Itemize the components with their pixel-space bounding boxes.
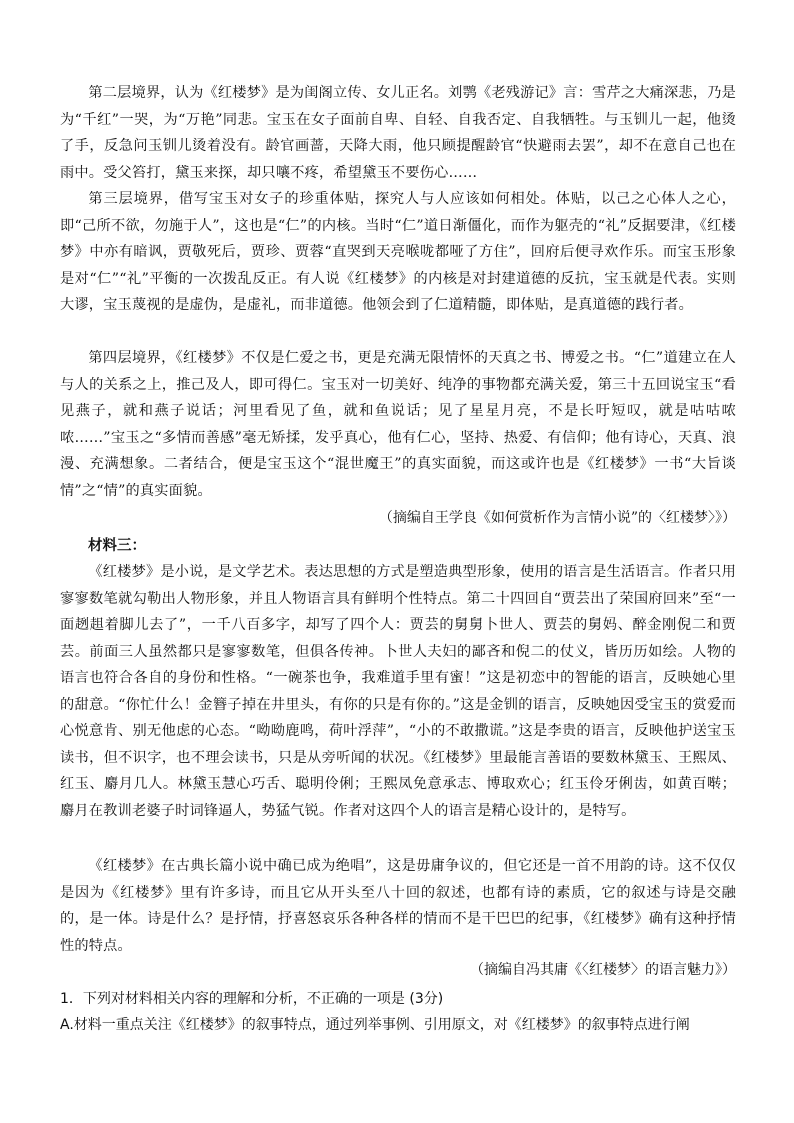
paragraph-material-three-1: 《红楼梦》是小说，是文学艺术。表达思想的方式是塑造典型形象，使用的语言是生活语言。作者只用寥寥数笔就勾勒出人物形象，并且人物语言具有鲜明个性特点。第二十四回自“贾芸出了荣国府回来”至“一面趔趄着脚儿去了”，一千八百多字，却写了四个人：贾芸的舅舅卜世人、贾芸的舅妈、醉金刚倪二和贾芸。前面三人虽然都只是寥寥数笔，但俱各传神。卜世人夫妇的鄙吝和倪二的仗义，皆历历如绘。人物的语言也符合各自的身份和性格。“一碗茶也争，我难道手里有蜜！”这是初恋中的智能的语言，反映她心里的甜意。“你忙什么！金簪子掉在井里头，有你的只是有你的。”这是金钏的语言，反映她因受宝玉的赏爱而心悦意肯、别无他虑的心态。“呦呦鹿鸣，荷叶浮萍”，“小的不敢撒谎。”这是李贵的语言，反映他护送宝玉读书，但不识字，也不理会读书，只是从旁听闻的状况。《红楼梦》里最能言善语的要数林黛玉、王熙凤、红玉、麝月几人。林黛玉慧心巧舌、聪明伶俐；王熙凤免意承志、博取欢心；红玉伶牙俐齿，如黄百啭；麝月在教训老婆子时词锋逼人，势猛气锐。作者对这四个人的语言是精心设计的，是特写。 (60, 564, 736, 819)
paragraph-second-realm: 第二层境界，认为《红楼梦》是为闺阁立传、女儿正名。刘鹗《老残游记》言：雪芹之大痛深悲，乃是为“千红”一哭，为“万艳”同悲。宝玉在女子面前自卑、自轻、自我否定、自我牺牲。与玉钏儿一起，他烫了手，反急问玉钏儿烫着没有。龄官画蔷，天降大雨，他只顾提醒龄官“快避雨去罢”，却不在意自己也在雨中。受父笞打，黛玉来探，却只嚷不疼，希望黛玉不要伤心…… (60, 85, 736, 181)
question-1-stem: 1．下列对材料相关内容的理解和分析，不正确的一项是 (3分) (60, 991, 444, 1007)
paragraph-material-three-2: 《红楼梦》在古典长篇小说中确已成为绝唱”，这是毋庸争议的，但它还是一首不用韵的诗。这不仅仅是因为《红楼梦》里有许多诗，而且它从开头至八十回的叙述，也都有诗的素质，它的叙述与诗是交融的，是一体。诗是什么？是抒情，抒喜怒哀乐各种各样的情而不是干巴巴的纪事，《红楼梦》确有这种抒情性的特点。 (60, 858, 736, 954)
paragraph-third-realm: 第三层境界，借写宝玉对女子的珍重体贴，探究人与人应该如何相处。体贴，以己之心体人之心，即“己所不欲，勿施于人”，这也是“仁”的内核。当时“仁”道日渐僵化，而作为躯壳的“礼”反据要津，《红楼梦》中亦有暗讽，贾敬死后，贾珍、贾蓉“直哭到天亮喉咙都哑了方住”，回府后便寻欢作乐。而宝玉形象是对“仁”“礼”平衡的一次拨乱反正。有人说《红楼梦》的内核是对封建道德的反抗，宝玉就是代表。实则大谬，宝玉蔑视的是虚伪，是虚礼，而非道德。他领会到了仁道精髓，即体贴，是真道德的践行者。 (60, 191, 736, 313)
paragraph-fourth-realm: 第四层境界，《红楼梦》不仅是仁爱之书，更是充满无限情怀的天真之书、博爱之书。“仁”道建立在人与人的关系之上，推己及人，即可得仁。宝玉对一切美好、纯净的事物都充满关爱，第三十五回说宝玉“看见燕子，就和燕子说话；河里看见了鱼，就和鱼说话；见了星星月亮，不是长吁短叹，就是咕咕哝哝……”宝玉之“多情而善感”毫无矫揉，发乎真心，他有仁心，坚持、热爱、有信仰；他有诗心，天真、浪漫、充满想象。二者结合，便是宝玉这个“混世魔王”的真实面貌，而这或许也是《红楼梦》一书“大旨谈情”之“情”的真实面貌。 (60, 350, 736, 499)
source-citation-1: （摘编自王学良《如何赏析作为言情小说”的〈红楼梦〉》） (378, 510, 736, 526)
question-1-option-a: A.材料一重点关注《红楼梦》的叙事特点，通过列举事例、引用原文，对《红楼梦》的叙事特点进行阐 (60, 1017, 690, 1033)
material-three-heading: 材料三： (88, 537, 146, 554)
source-citation-2: （摘编自冯其庸《〈红楼梦〉的语言魅力》） (470, 962, 736, 978)
